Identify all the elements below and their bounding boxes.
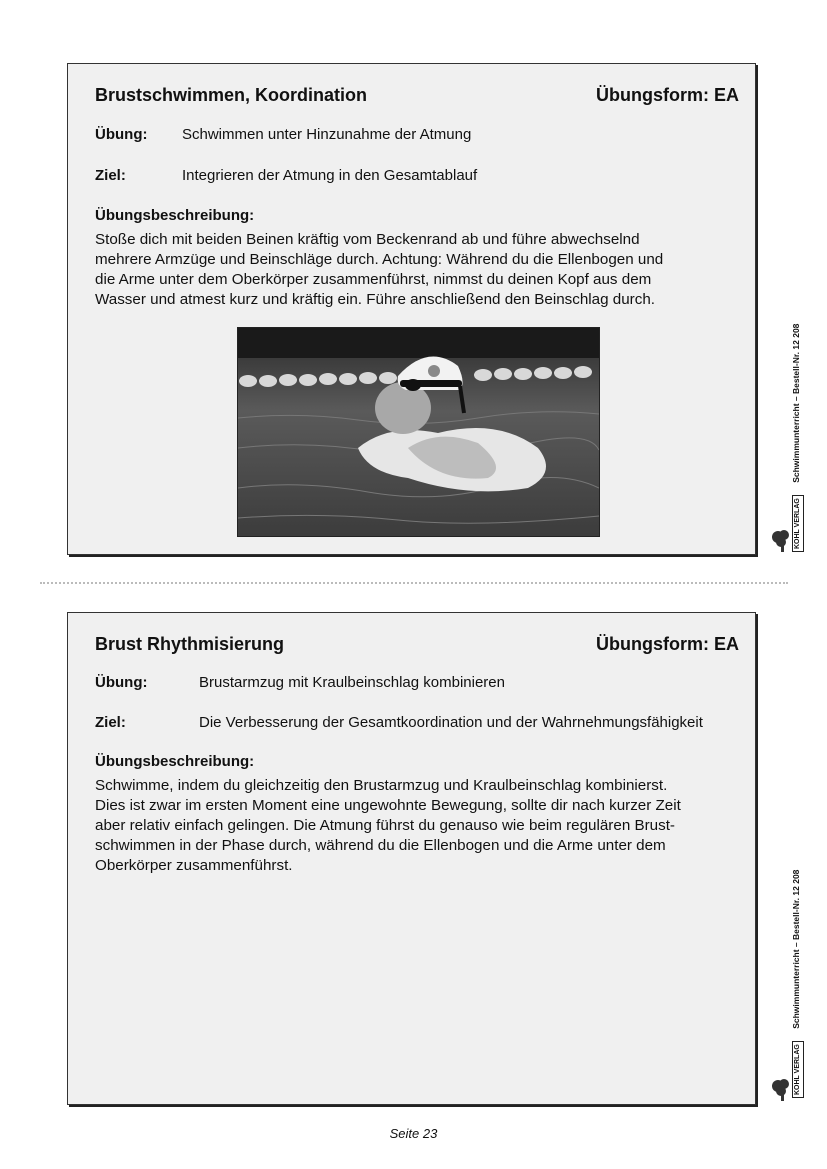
swimmer-photo: [237, 327, 600, 537]
side-publisher-label-2: [786, 778, 806, 1098]
description-line: Stoße dich mit beiden Beinen kräftig vom Beckenrand ab und führe abwechselnd: [95, 231, 640, 248]
description-line: Oberkörper zusammenführst.: [95, 857, 293, 874]
side-publisher-label-1: [786, 232, 806, 552]
description-text: [95, 230, 735, 310]
description-line: mehrere Armzüge und Beinschläge durch. Achtung: Während du die Ellenbogen und: [95, 251, 664, 268]
uebung-value: Brustarmzug mit Kraulbeinschlag kombinieren: [199, 674, 505, 691]
description-line: die Arme unter dem Oberkörper zusammenführst, nimmst du deinen Kopf aus dem: [95, 271, 652, 288]
publisher-text: Schwimmunterricht – Bestell-Nr. 12 208: [791, 869, 801, 1029]
tree-logo-icon: [770, 528, 794, 552]
description-heading: Übungsbeschreibung:: [95, 753, 255, 770]
cut-line-divider: [40, 582, 788, 584]
ziel-value: Integrieren der Atmung in den Gesamtablauf: [182, 167, 478, 184]
description-heading: Übungsbeschreibung:: [95, 207, 255, 224]
exercise-form: Übungsform: EA: [596, 634, 739, 654]
card-title: Brust Rhythmisierung: [95, 634, 285, 654]
tree-logo-icon: [770, 1077, 794, 1101]
description-line: Schwimme, indem du gleichzeitig den Brustarmzug und Kraulbeinschlag kombinierst.: [95, 777, 668, 794]
uebung-label: Übung:: [95, 126, 148, 143]
ziel-label: Ziel:: [95, 167, 126, 184]
description-line: aber relativ einfach gelingen. Die Atmung führst du genauso wie beim regulären Brust-: [95, 817, 675, 834]
description-text: [95, 776, 735, 876]
card-title: Brustschwimmen, Koordination: [95, 85, 368, 105]
exercise-card-2: [67, 612, 756, 1105]
uebung-label: Übung:: [95, 674, 148, 691]
description-line: Dies ist zwar im ersten Moment eine ungewohnte Bewegung, sollte dir nach kurzer Zeit: [95, 797, 681, 814]
description-line: schwimmen in der Phase durch, während du die Ellenbogen und die Arme unter dem: [95, 837, 666, 854]
uebung-value: Schwimmen unter Hinzunahme der Atmung: [182, 126, 472, 143]
page-number: Seite 23: [389, 1126, 438, 1141]
ziel-value: Die Verbesserung der Gesamtkoordination und der Wahrnehmungsfähigkeit: [199, 714, 703, 731]
publisher-logo: KOHL VERLAG: [792, 495, 804, 552]
exercise-form: Übungsform: EA: [596, 85, 739, 105]
publisher-text: Schwimmunterricht – Bestell-Nr. 12 208: [791, 323, 801, 483]
publisher-logo: KOHL VERLAG: [792, 1041, 804, 1098]
exercise-card-1: [67, 63, 756, 555]
description-line: Wasser und atmest kurz und kräftig ein. Führe anschließend den Beinschlag durch.: [95, 291, 655, 308]
ziel-label: Ziel:: [95, 714, 126, 731]
